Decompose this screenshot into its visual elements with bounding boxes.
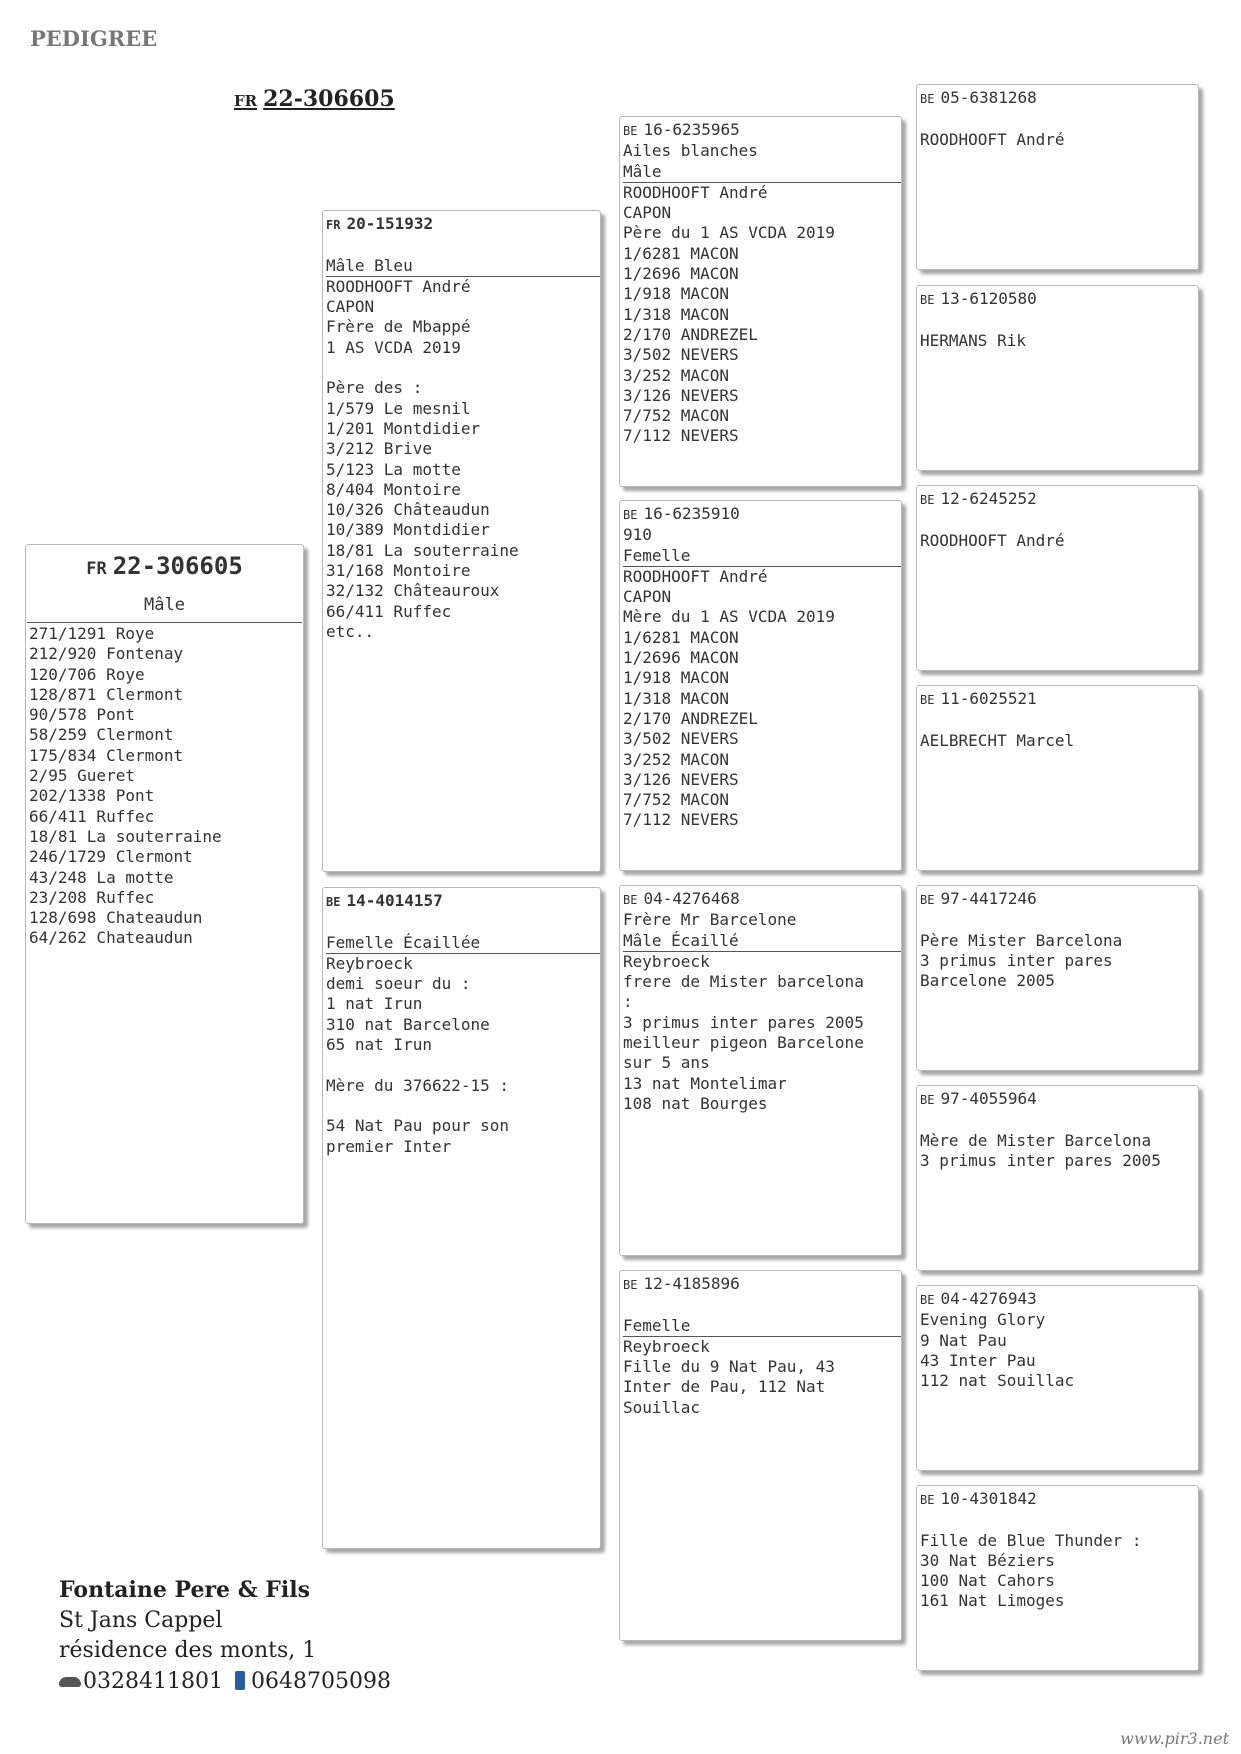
result-line: 90/578 Pont [29, 705, 135, 725]
info-line: 30 Nat Béziers [920, 1550, 1055, 1570]
ring-number [326, 214, 597, 235]
sex-color: Femelle [623, 1316, 901, 1337]
ring-value: 97-4417246 [940, 889, 1037, 908]
ring-value: 05-6381268 [940, 88, 1037, 107]
breeder-info [59, 1575, 391, 1697]
result-line: 175/834 Clermont [29, 745, 184, 765]
info-line [326, 1096, 597, 1116]
info-line: 66/411 Ruffec [326, 601, 452, 621]
ancestor-card-1 [916, 84, 1199, 270]
info-line: 3/502 NEVERS [623, 729, 739, 749]
pigeon-name [326, 235, 597, 255]
info-line: CAPON [326, 297, 375, 317]
result-line: 120/706 Roye [29, 664, 145, 684]
info-line: ROODHOOFT André [920, 530, 1065, 550]
ring-country: BE [326, 895, 341, 909]
info-line: 100 Nat Cahors [920, 1571, 1055, 1591]
info-line: 31/168 Montoire [326, 561, 471, 581]
info-line: premier Inter [326, 1136, 452, 1156]
phone-icon [59, 1677, 81, 1687]
info-line [920, 510, 1195, 530]
result-line: 202/1338 Pont [29, 786, 155, 806]
ring-country: BE [920, 1093, 935, 1107]
site-watermark[interactable]: www.pir3.net [1120, 1729, 1229, 1748]
ring-value: 16-6235910 [643, 504, 740, 523]
mobile-number[interactable]: 0648705098 [250, 1668, 391, 1694]
result-line: 212/920 Fontenay [29, 644, 184, 664]
ring-number [920, 1089, 1195, 1110]
info-line: 1/6281 MACON [623, 243, 739, 263]
info-line: 1/318 MACON [623, 304, 729, 324]
ancestor-card-3 [916, 485, 1199, 671]
ring-value: 12-4185896 [643, 1274, 740, 1293]
top-ring-value: 22-306605 [263, 86, 395, 112]
subject-card [25, 544, 304, 1224]
result-line: 246/1729 Clermont [29, 847, 193, 867]
sex-color: Mâle [623, 162, 901, 183]
info-line: 3/252 MACON [623, 365, 729, 385]
info-line [920, 1110, 1195, 1130]
info-line: 3 primus inter pares 2005 [920, 1150, 1161, 1170]
subject-ring-value: 22-306605 [112, 552, 243, 580]
sex-color: Mâle Écaillé [623, 931, 901, 952]
ring-number [920, 489, 1195, 510]
info-line: 2/170 ANDREZEL [623, 324, 758, 344]
info-line: meilleur pigeon Barcelone [623, 1033, 864, 1053]
ancestor-card-8 [916, 1485, 1199, 1671]
result-line: 128/871 Clermont [29, 684, 184, 704]
ring-value: 04-4276943 [940, 1289, 1037, 1308]
ring-country: BE [623, 124, 638, 138]
ancestor-card-7 [916, 1285, 1199, 1471]
info-line: 1 nat Irun [326, 994, 423, 1014]
ring-number [920, 689, 1195, 710]
info-line: 54 Nat Pau pour son [326, 1116, 510, 1136]
info-line: 112 nat Souillac [920, 1371, 1075, 1391]
ring-number [623, 120, 898, 141]
info-line: 13 nat Montelimar [623, 1073, 787, 1093]
info-line: Inter de Pau, 112 Nat [623, 1377, 826, 1397]
info-line: 3 primus inter pares [920, 950, 1113, 970]
info-line [326, 358, 597, 378]
ring-value: 12-6245252 [940, 489, 1037, 508]
sex-color: Femelle [623, 546, 901, 567]
result-line: 58/259 Clermont [29, 725, 174, 745]
ring-country: BE [623, 893, 638, 907]
info-line: CAPON [623, 587, 672, 607]
ring-country: BE [623, 508, 638, 522]
info-line: Mère de Mister Barcelona [920, 1130, 1152, 1150]
info-line: 7/112 NEVERS [623, 810, 739, 830]
info-line: 2/170 ANDREZEL [623, 708, 758, 728]
info-line: Barcelone 2005 [920, 971, 1055, 991]
page-heading: PEDIGREE [30, 26, 158, 51]
info-line: Fille de Blue Thunder : [920, 1530, 1142, 1550]
info-line: ROODHOOFT André [326, 276, 471, 296]
info-line: 5/123 La motte [326, 459, 461, 479]
ring-value: 10-4301842 [940, 1489, 1037, 1508]
ancestor-card-4 [916, 685, 1199, 871]
result-line: 43/248 La motte [29, 867, 174, 887]
ring-country: BE [920, 693, 935, 707]
info-line: 10/389 Montdidier [326, 520, 490, 540]
subject-ring [26, 549, 303, 586]
ring-number [326, 891, 597, 912]
sex-color: Femelle Écaillée [326, 933, 600, 954]
info-line: 1/2696 MACON [623, 264, 739, 284]
info-line: Père du 1 AS VCDA 2019 [623, 223, 835, 243]
info-line: 10/326 Châteaudun [326, 500, 490, 520]
subject-sex: Mâle [144, 595, 185, 615]
info-line: Fille du 9 Nat Pau, 43 [623, 1357, 835, 1377]
info-line: 65 nat Irun [326, 1035, 432, 1055]
ancestor-card-2 [916, 285, 1199, 471]
info-line: 3/252 MACON [623, 749, 729, 769]
breeder-address: résidence des monts, 1 [59, 1638, 317, 1663]
info-line: 7/112 NEVERS [623, 426, 739, 446]
result-line: 271/1291 Roye [29, 624, 155, 643]
ring-value: 14-4014157 [346, 891, 443, 910]
result-line: 64/262 Chateaudun [29, 928, 193, 948]
info-line: 3/212 Brive [326, 439, 432, 459]
pigeon-name: 910 [623, 525, 652, 545]
sire-card [322, 210, 601, 872]
info-line: 3/126 NEVERS [623, 385, 739, 405]
ring-number [920, 1289, 1195, 1310]
info-line: CAPON [623, 203, 672, 223]
info-line [920, 710, 1195, 730]
ring-value: 13-6120580 [940, 289, 1037, 308]
ancestor-card-6 [916, 1085, 1199, 1271]
ring-number [920, 1489, 1195, 1510]
info-line: 1/918 MACON [623, 668, 729, 688]
result-line: 66/411 Ruffec [29, 806, 155, 826]
info-line: 43 Inter Pau [920, 1350, 1036, 1370]
info-line: 108 nat Bourges [623, 1093, 768, 1113]
info-line: Père des : [326, 378, 423, 398]
pigeon-name: Ailes blanches [623, 141, 758, 161]
dam-sire-card [619, 885, 902, 1256]
ring-number [920, 289, 1195, 310]
info-line: 310 nat Barcelone [326, 1014, 490, 1034]
info-line [920, 910, 1195, 930]
info-line: Souillac [623, 1397, 701, 1417]
info-line [920, 109, 1195, 129]
ring-country: FR [326, 218, 341, 232]
info-line: frere de Mister barcelona [623, 972, 864, 992]
info-line: Reybroeck [623, 951, 710, 971]
info-line [920, 310, 1195, 330]
result-line: 18/81 La souterraine [29, 826, 222, 846]
ring-country: BE [920, 893, 935, 907]
info-line: : [623, 992, 633, 1012]
pigeon-name [326, 912, 597, 932]
info-line: 1 AS VCDA 2019 [326, 337, 461, 357]
ring-value: 16-6235965 [643, 120, 740, 139]
ring-number [623, 889, 898, 910]
info-line: Frère de Mbappé [326, 317, 471, 337]
info-line: HERMANS Rik [920, 330, 1026, 350]
breeder-name: Fontaine Pere & Fils [59, 1577, 310, 1603]
ring-value: 20-151932 [346, 214, 434, 233]
info-line: Père Mister Barcelona [920, 930, 1123, 950]
info-line: Mère du 1 AS VCDA 2019 [623, 607, 835, 627]
pigeon-name [623, 1295, 898, 1315]
ring-number [623, 1274, 898, 1295]
info-line: 7/752 MACON [623, 406, 729, 426]
mobile-phone-icon [235, 1671, 245, 1690]
info-line: demi soeur du : [326, 974, 471, 994]
ring-country: BE [920, 493, 935, 507]
ring-value: 11-6025521 [940, 689, 1037, 708]
info-line: 7/752 MACON [623, 790, 729, 810]
subject-country: FR [86, 559, 107, 579]
info-line: 161 Nat Limoges [920, 1591, 1065, 1611]
info-line: etc.. [326, 621, 375, 641]
ring-country: BE [920, 1293, 935, 1307]
info-line: 1/6281 MACON [623, 627, 739, 647]
info-line: Mère du 376622-15 : [326, 1075, 510, 1095]
info-line: 9 Nat Pau [920, 1330, 1007, 1350]
breeder-city: St Jans Cappel [59, 1607, 223, 1633]
info-line [920, 1510, 1195, 1530]
sex-color: Mâle Bleu [326, 256, 600, 277]
sire-sire-card [619, 116, 902, 487]
info-line: ROODHOOFT André [920, 129, 1065, 149]
info-line [326, 1055, 597, 1075]
info-line: ROODHOOFT André [623, 566, 768, 586]
info-line: 18/81 La souterraine [326, 540, 519, 560]
ring-number [920, 88, 1195, 109]
pigeon-name: Frère Mr Barcelone [623, 910, 797, 930]
ring-country: BE [920, 92, 935, 106]
ancestor-card-5 [916, 885, 1199, 1071]
info-line: AELBRECHT Marcel [920, 730, 1075, 750]
ring-number [623, 504, 898, 525]
info-line: 1/918 MACON [623, 284, 729, 304]
subject-results [26, 623, 303, 950]
info-line: 8/404 Montoire [326, 479, 461, 499]
info-line: Evening Glory [920, 1310, 1046, 1330]
info-line: 1/579 Le mesnil [326, 398, 471, 418]
top-ring-country: FR [234, 92, 258, 110]
result-line: 128/698 Chateaudun [29, 908, 203, 928]
result-line: 2/95 Gueret [29, 766, 135, 786]
info-line: 1/2696 MACON [623, 648, 739, 668]
ring-country: BE [920, 1493, 935, 1507]
ring-value: 97-4055964 [940, 1089, 1037, 1108]
ring-country: BE [623, 1278, 638, 1292]
phone-number[interactable]: 0328411801 [83, 1668, 223, 1694]
info-line: 3/502 NEVERS [623, 345, 739, 365]
sire-dam-card [619, 500, 902, 871]
ring-country: BE [920, 293, 935, 307]
info-line: ROODHOOFT André [623, 182, 768, 202]
top-ring-number [234, 86, 395, 112]
result-line: 23/208 Ruffec [29, 887, 155, 907]
info-line: 1/318 MACON [623, 688, 729, 708]
info-line: 3/126 NEVERS [623, 769, 739, 789]
info-line: Reybroeck [326, 953, 413, 973]
dam-dam-card [619, 1270, 902, 1641]
ring-number [920, 889, 1195, 910]
breeder-phones [59, 1667, 391, 1698]
info-line: 32/132 Châteauroux [326, 581, 500, 601]
info-line: 3 primus inter pares 2005 [623, 1012, 864, 1032]
info-line: sur 5 ans [623, 1053, 710, 1073]
info-line: Reybroeck [623, 1336, 710, 1356]
info-line: 1/201 Montdidier [326, 418, 481, 438]
ring-value: 04-4276468 [643, 889, 740, 908]
dam-card [322, 887, 601, 1549]
